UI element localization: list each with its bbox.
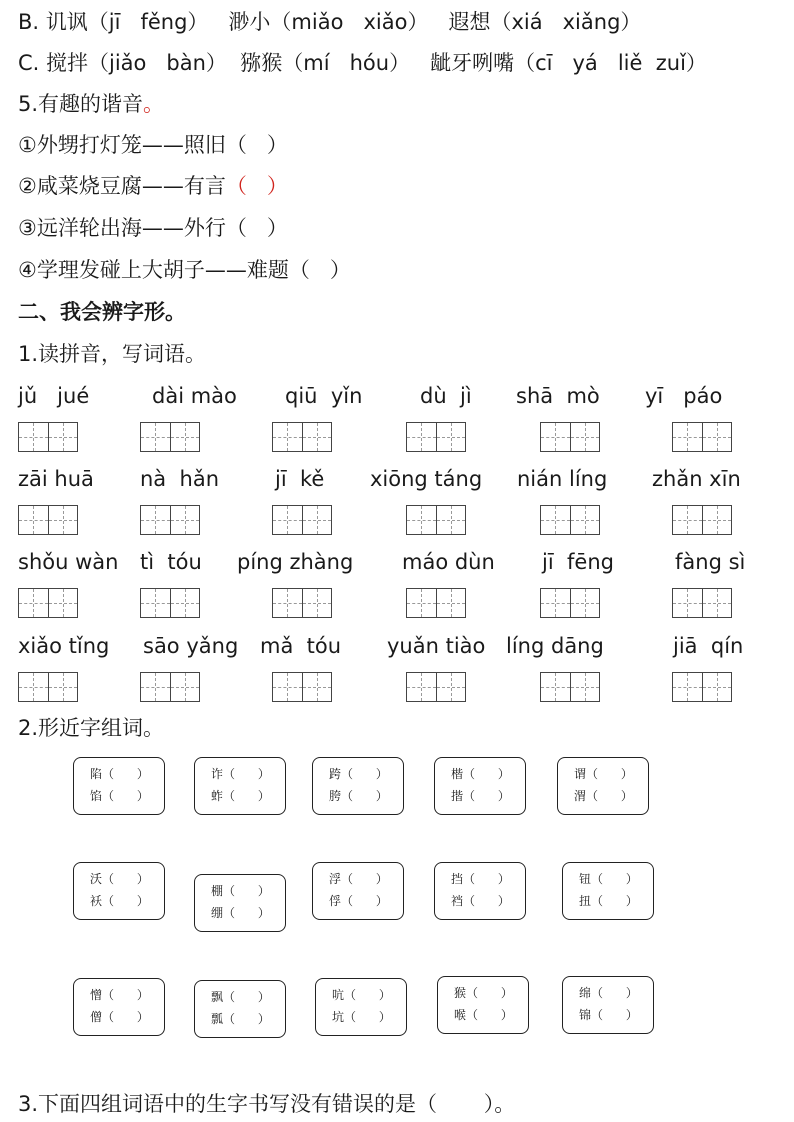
char-word-blank[interactable]: 馅（ ） <box>90 789 149 803</box>
question-1-title: 1.读拼音，写词语。 <box>18 342 207 366</box>
writing-grid[interactable] <box>272 422 332 452</box>
writing-cell[interactable] <box>407 423 437 451</box>
writing-cell[interactable] <box>541 506 571 534</box>
writing-cell[interactable] <box>571 589 600 617</box>
question-3-title: 3.下面四组词语中的生字书写没有错误的是（ ）。 <box>18 1092 516 1116</box>
writing-cell[interactable] <box>19 589 49 617</box>
char-word-blank[interactable]: 绵（ ） <box>579 986 638 1000</box>
writing-cell[interactable] <box>303 673 332 701</box>
pinyin-label: píng zhàng <box>237 550 354 574</box>
char-word-blank[interactable]: 渭（ ） <box>574 789 633 803</box>
writing-cell[interactable] <box>437 506 466 534</box>
writing-cell[interactable] <box>273 673 303 701</box>
pinyin-label: tì tóu <box>140 550 202 574</box>
writing-cell[interactable] <box>49 506 78 534</box>
pinyin-label: fàng sì <box>675 550 746 574</box>
writing-grid[interactable] <box>406 422 466 452</box>
pinyin-label: jī fēng <box>542 550 614 574</box>
char-pair-box <box>194 874 286 932</box>
writing-cell[interactable] <box>141 506 171 534</box>
writing-cell[interactable] <box>673 673 703 701</box>
writing-grid[interactable] <box>672 672 732 702</box>
pinyin-label: máo dùn <box>402 550 495 574</box>
writing-grid[interactable] <box>18 422 78 452</box>
writing-grid[interactable] <box>18 588 78 618</box>
writing-grid[interactable] <box>140 422 200 452</box>
char-word-blank[interactable]: 瓢（ ） <box>211 1012 270 1026</box>
xiehouyu-item-1: ①外甥打灯笼——照旧（ ） <box>18 133 288 157</box>
writing-cell[interactable] <box>273 423 303 451</box>
writing-cell[interactable] <box>141 673 171 701</box>
pinyin-label: jiā qín <box>673 634 744 658</box>
writing-grid[interactable] <box>672 422 732 452</box>
xiehouyu-item-2-text: ②咸菜烧豆腐——有言 <box>18 174 226 198</box>
char-word-blank[interactable]: 棚（ ） <box>211 884 270 898</box>
writing-cell[interactable] <box>171 423 200 451</box>
char-word-blank[interactable]: 跨（ ） <box>329 767 388 781</box>
char-word-blank[interactable]: 飘（ ） <box>211 990 270 1004</box>
char-pair-box <box>194 980 286 1038</box>
writing-cell[interactable] <box>49 673 78 701</box>
xiehouyu-item-2 <box>18 172 288 200</box>
char-word-blank[interactable]: 锦（ ） <box>579 1008 638 1022</box>
pinyin-label: yuǎn tiào <box>387 634 486 658</box>
option-b: B. 讥讽（jī fěng） 渺小（miǎo xiǎo） 遐想（xiá xiǎng） <box>18 10 642 34</box>
pinyin-label: xiōng táng <box>370 467 483 491</box>
writing-grid[interactable] <box>272 588 332 618</box>
char-word-blank[interactable]: 楷（ ） <box>451 767 510 781</box>
char-pair-box <box>437 976 529 1034</box>
writing-grid[interactable] <box>672 588 732 618</box>
char-word-blank[interactable]: 扭（ ） <box>579 894 638 908</box>
char-word-blank[interactable]: 裆（ ） <box>451 894 510 908</box>
pinyin-label: qiū yǐn <box>285 384 363 408</box>
writing-cell[interactable] <box>49 423 78 451</box>
question-5-mark: 。 <box>143 92 165 116</box>
char-word-blank[interactable]: 诈（ ） <box>211 767 270 781</box>
pinyin-label: dù jì <box>420 384 472 408</box>
pinyin-label: nà hǎn <box>140 467 220 491</box>
writing-grid[interactable] <box>140 672 200 702</box>
writing-grid[interactable] <box>540 588 600 618</box>
pinyin-label: zhǎn xīn <box>652 467 741 491</box>
char-word-blank[interactable]: 憎（ ） <box>90 988 149 1002</box>
writing-grid[interactable] <box>540 505 600 535</box>
writing-cell[interactable] <box>541 589 571 617</box>
pinyin-label: jǔ jué <box>18 384 90 408</box>
char-pair-box <box>73 978 165 1036</box>
char-word-blank[interactable]: 猴（ ） <box>454 986 513 1000</box>
pinyin-label: dài mào <box>152 384 237 408</box>
writing-cell[interactable] <box>703 423 732 451</box>
writing-cell[interactable] <box>437 589 466 617</box>
writing-cell[interactable] <box>273 589 303 617</box>
pinyin-label: zāi huā <box>18 467 94 491</box>
writing-cell[interactable] <box>273 506 303 534</box>
writing-cell[interactable] <box>171 589 200 617</box>
writing-grid[interactable] <box>406 505 466 535</box>
writing-cell[interactable] <box>407 506 437 534</box>
writing-cell[interactable] <box>141 589 171 617</box>
pinyin-label: jī kě <box>275 467 325 491</box>
writing-cell[interactable] <box>437 673 466 701</box>
char-word-blank[interactable]: 谓（ ） <box>574 767 633 781</box>
writing-cell[interactable] <box>171 506 200 534</box>
writing-cell[interactable] <box>571 423 600 451</box>
writing-cell[interactable] <box>703 506 732 534</box>
writing-cell[interactable] <box>19 423 49 451</box>
char-pair-box <box>562 862 654 920</box>
question-2-title: 2.形近字组词。 <box>18 716 165 740</box>
writing-cell[interactable] <box>571 673 600 701</box>
char-pair-box <box>312 862 404 920</box>
writing-grid[interactable] <box>18 672 78 702</box>
xiehouyu-item-4: ④学理发碰上大胡子——难题（ ） <box>18 258 351 282</box>
char-word-blank[interactable]: 吭（ ） <box>332 988 391 1002</box>
char-word-blank[interactable]: 绷（ ） <box>211 906 270 920</box>
char-word-blank[interactable]: 胯（ ） <box>329 789 388 803</box>
xiehouyu-item-3: ③远洋轮出海——外行（ ） <box>18 216 288 240</box>
char-word-blank[interactable]: 陷（ ） <box>90 767 149 781</box>
writing-cell[interactable] <box>673 423 703 451</box>
char-pair-box <box>312 757 404 815</box>
char-pair-box <box>73 862 165 920</box>
char-pair-box <box>562 976 654 1034</box>
pinyin-label: yī páo <box>645 384 723 408</box>
writing-grid[interactable] <box>540 422 600 452</box>
writing-cell[interactable] <box>673 506 703 534</box>
writing-cell[interactable] <box>303 506 332 534</box>
writing-cell[interactable] <box>141 423 171 451</box>
char-pair-box <box>194 757 286 815</box>
writing-cell[interactable] <box>407 589 437 617</box>
char-word-blank[interactable]: 蚱（ ） <box>211 789 270 803</box>
writing-cell[interactable] <box>571 506 600 534</box>
writing-grid[interactable] <box>672 505 732 535</box>
char-word-blank[interactable]: 揩（ ） <box>451 789 510 803</box>
char-pair-box <box>73 757 165 815</box>
writing-cell[interactable] <box>541 423 571 451</box>
writing-grid[interactable] <box>272 505 332 535</box>
option-c: C. 搅拌（jiǎo bàn） 猕猴（mí hóu） 龇牙咧嘴（cī yá liě zuǐ） <box>18 51 707 75</box>
pinyin-label: líng dāng <box>506 634 604 658</box>
pinyin-label: mǎ tóu <box>260 634 342 658</box>
writing-cell[interactable] <box>19 506 49 534</box>
char-word-blank[interactable]: 喉（ ） <box>454 1008 513 1022</box>
writing-grid[interactable] <box>406 672 466 702</box>
writing-cell[interactable] <box>171 673 200 701</box>
writing-grid[interactable] <box>406 588 466 618</box>
writing-cell[interactable] <box>19 673 49 701</box>
xiehouyu-item-2-answer-blank[interactable]: （ ） <box>225 174 288 198</box>
pinyin-label: xiǎo tǐng <box>18 634 110 658</box>
char-word-blank[interactable]: 挡（ ） <box>451 872 510 886</box>
writing-cell[interactable] <box>49 589 78 617</box>
writing-cell[interactable] <box>541 673 571 701</box>
char-word-blank[interactable]: 沃（ ） <box>90 872 149 886</box>
writing-cell[interactable] <box>703 589 732 617</box>
writing-grid[interactable] <box>272 672 332 702</box>
writing-cell[interactable] <box>703 673 732 701</box>
section-2-heading: 二、我会辨字形。 <box>18 300 186 324</box>
writing-cell[interactable] <box>437 423 466 451</box>
writing-cell[interactable] <box>407 673 437 701</box>
char-word-blank[interactable]: 僧（ ） <box>90 1010 149 1024</box>
char-word-blank[interactable]: 俘（ ） <box>329 894 388 908</box>
char-pair-box <box>434 862 526 920</box>
char-word-blank[interactable]: 浮（ ） <box>329 872 388 886</box>
pinyin-label: shǒu wàn <box>18 550 119 574</box>
writing-grid[interactable] <box>140 588 200 618</box>
char-word-blank[interactable]: 钮（ ） <box>579 872 638 886</box>
writing-cell[interactable] <box>303 589 332 617</box>
char-word-blank[interactable]: 坑（ ） <box>332 1010 391 1024</box>
writing-grid[interactable] <box>18 505 78 535</box>
question-5-title <box>18 90 164 118</box>
writing-grid[interactable] <box>140 505 200 535</box>
writing-cell[interactable] <box>673 589 703 617</box>
char-pair-box <box>315 978 407 1036</box>
pinyin-label: sāo yǎng <box>143 634 239 658</box>
writing-cell[interactable] <box>303 423 332 451</box>
pinyin-label: nián líng <box>517 467 608 491</box>
writing-grid[interactable] <box>540 672 600 702</box>
pinyin-label: shā mò <box>516 384 600 408</box>
question-5-text: 5.有趣的谐音 <box>18 92 144 116</box>
char-pair-box <box>434 757 526 815</box>
char-pair-box <box>557 757 649 815</box>
char-word-blank[interactable]: 袄（ ） <box>90 894 149 908</box>
